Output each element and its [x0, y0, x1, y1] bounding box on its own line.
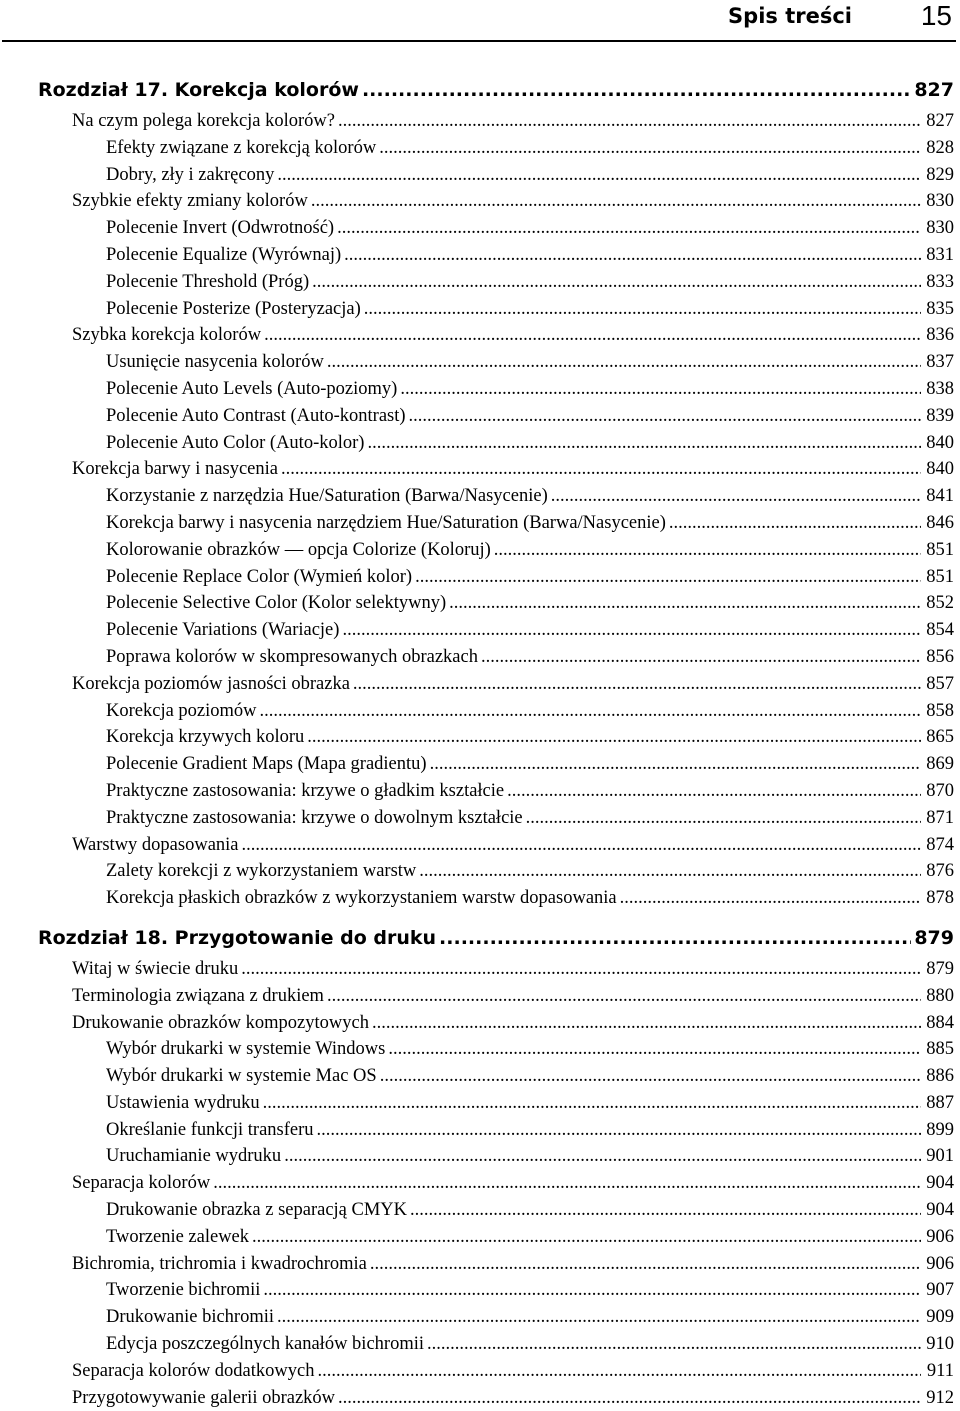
entry-page-number: 846: [926, 512, 954, 533]
toc-section-entry[interactable]: [38, 832, 954, 859]
dot-leader: [370, 1251, 921, 1278]
entry-title: Ustawienia wydruku: [106, 1092, 260, 1113]
toc-subsection-entry[interactable]: [38, 296, 954, 323]
toc-subsection-entry[interactable]: [38, 858, 954, 885]
entry-page-number: 880: [926, 985, 954, 1006]
entry-title: Wybór drukarki w systemie Mac OS: [106, 1066, 377, 1087]
entry-title: Na czym polega korekcja kolorów?: [72, 111, 336, 131]
entry-title: Przygotowywanie galerii obrazków: [72, 1387, 336, 1408]
toc-subsection-entry[interactable]: [38, 162, 954, 189]
toc-section-entry[interactable]: [38, 1385, 954, 1411]
toc-chapter: [38, 72, 954, 912]
entry-title: Witaj w świecie druku: [72, 958, 239, 979]
dot-leader: [241, 956, 921, 983]
dot-leader: [507, 778, 921, 805]
entry-page-number: 858: [926, 700, 954, 721]
toc-section-entry[interactable]: [38, 1358, 954, 1385]
entry-title: Separacja kolorów dodatkowych: [72, 1360, 315, 1381]
entry-page-number: 840: [926, 459, 954, 480]
toc-section-entry[interactable]: [38, 188, 954, 215]
entry-page-number: 828: [926, 137, 954, 158]
entry-page-number: 870: [926, 780, 954, 801]
entry-page-number: 901: [926, 1146, 954, 1167]
dot-leader: [281, 456, 921, 483]
entry-title: Poprawa kolorów w skompresowanych obrazkach: [106, 646, 478, 667]
toc-subsection-entry[interactable]: [38, 1143, 954, 1170]
entry-title: Uruchamianie wydruku: [106, 1146, 282, 1167]
chapter-heading[interactable]: [38, 72, 954, 108]
dot-leader: [263, 1090, 921, 1117]
entry-title: Polecenie Variations (Wariacje): [106, 620, 340, 641]
chapter-page-number: 827: [914, 79, 954, 101]
entry-page-number: 838: [926, 378, 954, 399]
dot-leader: [312, 269, 921, 296]
dot-leader: [353, 671, 921, 698]
toc-subsection-entry[interactable]: [38, 644, 954, 671]
dot-leader: [364, 296, 921, 323]
entry-title: Polecenie Selective Color (Kolor selektywny): [106, 593, 447, 614]
toc-subsection-entry[interactable]: [38, 1117, 954, 1144]
entry-title: Polecenie Gradient Maps (Mapa gradientu): [106, 754, 427, 775]
chapter-title: Rozdział 18. Przygotowanie do druku: [38, 926, 437, 949]
entry-page-number: 856: [926, 646, 954, 667]
dot-leader: [338, 1385, 921, 1411]
entry-page-number: 904: [926, 1173, 954, 1194]
dot-leader: [410, 1197, 921, 1224]
toc-subsection-entry[interactable]: [38, 1331, 954, 1358]
dot-leader: [317, 1117, 921, 1144]
entry-title: Polecenie Auto Contrast (Auto-kontrast): [106, 405, 406, 426]
dot-leader: [317, 1358, 921, 1385]
page-number: 15: [920, 0, 952, 31]
entry-page-number: 884: [926, 1012, 954, 1033]
dot-leader: [415, 564, 921, 591]
toc-subsection-entry[interactable]: [38, 242, 954, 269]
toc-section-entry[interactable]: [38, 456, 954, 483]
dot-leader: [264, 322, 921, 349]
toc-section-entry[interactable]: [38, 322, 954, 349]
dot-leader: [551, 483, 921, 510]
toc-subsection-entry[interactable]: [38, 1277, 954, 1304]
dot-leader: [419, 858, 921, 885]
entry-title: Szybka korekcja kolorów: [72, 325, 262, 346]
toc-section-entry[interactable]: [38, 1251, 954, 1278]
chapter-title: Rozdział 17. Korekcja kolorów: [38, 79, 359, 101]
toc-subsection-entry[interactable]: [38, 430, 954, 457]
entry-page-number: 851: [926, 566, 954, 587]
dot-leader: [242, 832, 921, 859]
entry-title: Drukowanie obrazka z separacją CMYK: [106, 1200, 408, 1221]
dot-leader: [409, 403, 921, 430]
entry-title: Korekcja krzywych koloru: [106, 727, 305, 748]
dot-leader: [379, 135, 921, 162]
toc-subsection-entry[interactable]: [38, 1090, 954, 1117]
dot-leader: [327, 983, 921, 1010]
toc-section-entry[interactable]: [38, 108, 954, 135]
toc-section-entry[interactable]: [38, 1010, 954, 1037]
entry-page-number: 857: [926, 673, 954, 694]
toc-subsection-entry[interactable]: [38, 1197, 954, 1224]
toc-subsection-entry[interactable]: [38, 564, 954, 591]
entry-title: Polecenie Replace Color (Wymień kolor): [106, 566, 413, 587]
dot-leader: [362, 72, 911, 108]
entry-page-number: 830: [926, 191, 954, 212]
entry-page-number: 899: [926, 1119, 954, 1140]
entry-title: Korekcja poziomów jasności obrazka: [72, 673, 350, 694]
entry-page-number: 887: [926, 1092, 954, 1113]
entry-title: Edycja poszczególnych kanałów bichromii: [106, 1334, 424, 1355]
entry-title: Efekty związane z korekcją kolorów: [106, 137, 377, 158]
chapter-heading[interactable]: [38, 920, 954, 956]
entry-title: Warstwy dopasowania: [72, 834, 239, 855]
entry-page-number: 912: [926, 1387, 954, 1408]
dot-leader: [427, 1331, 921, 1358]
toc-subsection-entry[interactable]: [38, 590, 954, 617]
toc-subsection-entry[interactable]: [38, 376, 954, 403]
dot-leader: [481, 644, 921, 671]
entry-page-number: 830: [926, 218, 954, 239]
entry-page-number: 906: [926, 1226, 954, 1247]
entry-title: Polecenie Invert (Odwrotność): [106, 218, 335, 239]
toc-subsection-entry[interactable]: [38, 805, 954, 832]
entry-page-number: 907: [926, 1280, 954, 1301]
entry-page-number: 878: [926, 888, 954, 909]
entry-title: Polecenie Auto Color (Auto-kolor): [106, 432, 365, 453]
header-divider: [2, 40, 956, 42]
entry-title: Korekcja barwy i nasycenia: [72, 459, 278, 480]
entry-title: Polecenie Threshold (Próg): [106, 271, 310, 292]
dot-leader: [338, 108, 921, 135]
toc-section-entry[interactable]: [38, 1170, 954, 1197]
entry-page-number: 831: [926, 244, 954, 265]
entry-page-number: 835: [926, 298, 954, 319]
entry-page-number: 869: [926, 754, 954, 775]
entry-title: Korekcja płaskich obrazków z wykorzystaniem warstw dopasowania: [106, 888, 617, 909]
toc-subsection-entry[interactable]: [38, 483, 954, 510]
entry-page-number: 837: [926, 352, 954, 373]
toc-subsection-entry[interactable]: [38, 403, 954, 430]
dot-leader: [342, 617, 921, 644]
entry-page-number: 836: [926, 325, 954, 346]
toc-subsection-entry[interactable]: [38, 510, 954, 537]
entry-title: Polecenie Equalize (Wyrównaj): [106, 244, 342, 265]
toc-subsection-entry[interactable]: [38, 1304, 954, 1331]
toc-subsection-entry[interactable]: [38, 778, 954, 805]
entry-title: Korekcja barwy i nasycenia narzędziem Hue/Saturation (Barwa/Nasycenie): [106, 512, 666, 533]
dot-leader: [494, 537, 921, 564]
toc-section-entry[interactable]: [38, 956, 954, 983]
entry-title: Wybór drukarki w systemie Windows: [106, 1039, 386, 1060]
entry-page-number: 904: [926, 1200, 954, 1221]
toc-subsection-entry[interactable]: [38, 1063, 954, 1090]
entry-page-number: 851: [926, 539, 954, 560]
entry-title: Zalety korekcji z wykorzystaniem warstw: [106, 861, 417, 882]
toc-subsection-entry[interactable]: [38, 1036, 954, 1063]
entry-page-number: 833: [926, 271, 954, 292]
entry-page-number: 876: [926, 861, 954, 882]
toc-subsection-entry[interactable]: [38, 885, 954, 912]
dot-leader: [307, 724, 921, 751]
entry-page-number: 852: [926, 593, 954, 614]
entry-title: Drukowanie obrazków kompozytowych: [72, 1012, 369, 1033]
dot-leader: [449, 590, 921, 617]
toc-subsection-entry[interactable]: [38, 537, 954, 564]
dot-leader: [260, 698, 921, 725]
chapter-page-number: 879: [914, 926, 954, 949]
dot-leader: [213, 1170, 921, 1197]
entry-title: Drukowanie bichromii: [106, 1307, 274, 1328]
toc-subsection-entry[interactable]: [38, 751, 954, 778]
dot-leader: [311, 188, 921, 215]
dot-leader: [526, 805, 921, 832]
dot-leader: [277, 1304, 921, 1331]
dot-leader: [388, 1036, 921, 1063]
toc-subsection-entry[interactable]: [38, 135, 954, 162]
entry-title: Dobry, zły i zakręcony: [106, 164, 275, 185]
entry-page-number: 885: [926, 1039, 954, 1060]
entry-page-number: 827: [926, 111, 954, 131]
entry-title: Bichromia, trichromia i kwadrochromia: [72, 1253, 367, 1274]
entry-title: Praktyczne zastosowania: krzywe o dowolnym kształcie: [106, 807, 523, 828]
entry-page-number: 879: [926, 958, 954, 979]
toc-subsection-entry[interactable]: [38, 617, 954, 644]
entry-title: Określanie funkcji transferu: [106, 1119, 314, 1140]
entry-title: Korzystanie z narzędzia Hue/Saturation (Barwa/Nasycenie): [106, 486, 548, 507]
entry-page-number: 829: [926, 164, 954, 185]
toc-subsection-entry[interactable]: [38, 215, 954, 242]
toc-subsection-entry[interactable]: [38, 269, 954, 296]
entry-title: Szybkie efekty zmiany kolorów: [72, 191, 308, 212]
toc-section-entry[interactable]: [38, 671, 954, 698]
dot-leader: [400, 376, 921, 403]
toc-subsection-entry[interactable]: [38, 698, 954, 725]
dot-leader: [252, 1224, 921, 1251]
dot-leader: [620, 885, 921, 912]
entry-page-number: 840: [926, 432, 954, 453]
entry-page-number: 841: [926, 486, 954, 507]
toc-subsection-entry[interactable]: [38, 724, 954, 751]
entry-page-number: 874: [926, 834, 954, 855]
dot-leader: [430, 751, 921, 778]
entry-page-number: 865: [926, 727, 954, 748]
entry-page-number: 911: [926, 1360, 954, 1381]
dot-leader: [263, 1277, 921, 1304]
toc-chapter: [38, 920, 954, 1411]
entry-title: Usunięcie nasycenia kolorów: [106, 352, 324, 373]
entry-title: Polecenie Auto Levels (Auto-poziomy): [106, 378, 398, 399]
entry-page-number: 906: [926, 1253, 954, 1274]
entry-title: Korekcja poziomów: [106, 700, 257, 721]
entry-page-number: 909: [926, 1307, 954, 1328]
entry-title: Separacja kolorów: [72, 1173, 211, 1194]
dot-leader: [277, 162, 921, 189]
toc-section-entry[interactable]: [38, 983, 954, 1010]
table-of-contents: [38, 72, 954, 1411]
entry-page-number: 910: [926, 1334, 954, 1355]
entry-page-number: 854: [926, 620, 954, 641]
entry-title: Polecenie Posterize (Posteryzacja): [106, 298, 361, 319]
dot-leader: [337, 215, 921, 242]
entry-title: Terminologia związana z drukiem: [72, 985, 324, 1006]
dot-leader: [327, 349, 921, 376]
dot-leader: [344, 242, 921, 269]
entry-page-number: 886: [926, 1066, 954, 1087]
entry-page-number: 839: [926, 405, 954, 426]
dot-leader: [284, 1143, 921, 1170]
running-header-title: Spis treści: [728, 4, 852, 28]
dot-leader: [367, 430, 921, 457]
dot-leader: [669, 510, 921, 537]
toc-subsection-entry[interactable]: [38, 349, 954, 376]
dot-leader: [439, 920, 911, 956]
toc-subsection-entry[interactable]: [38, 1224, 954, 1251]
entry-title: Tworzenie bichromii: [106, 1280, 261, 1301]
entry-title: Tworzenie zalewek: [106, 1226, 250, 1247]
dot-leader: [372, 1010, 921, 1037]
entry-title: Praktyczne zastosowania: krzywe o gładkim kształcie: [106, 780, 505, 801]
entry-page-number: 871: [926, 807, 954, 828]
page-header: [0, 0, 960, 42]
dot-leader: [380, 1063, 921, 1090]
entry-title: Kolorowanie obrazków — opcja Colorize (Koloruj): [106, 539, 491, 560]
